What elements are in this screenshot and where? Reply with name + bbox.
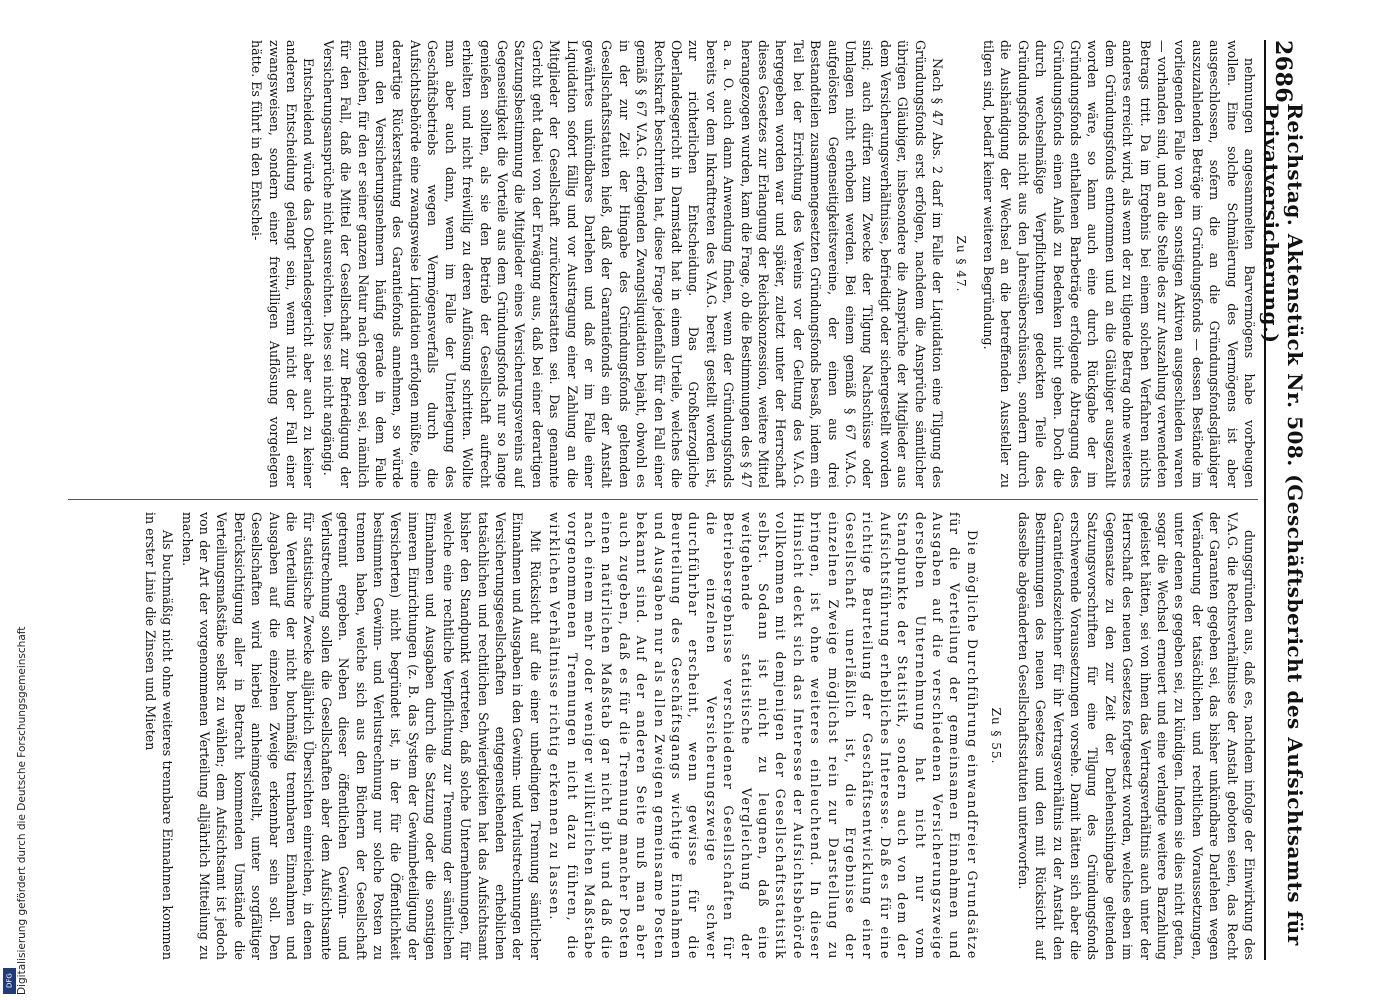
digitization-credit: Digitalisierung gefördert durch die Deutsche Forschungsgemeinschaft — [16, 626, 28, 995]
dfg-logo-text: DFG — [5, 973, 14, 989]
paragraph: dungsgründen aus, daß es, nachdem infolge der Einwirkung des V.A.G. die Rechtsverhältnisse der Anstalt geboten seien, das Recht der Garanten gegeben sei, das bisher unkündbare Darlehen wegen Veränderung der tatsächlichen und rechtlichen Voraussetzungen, unter denen es gegeben sei, zu kündigen. Indem sie dies nicht getan, sogar die Wechsel erneuert und eine verlangte weitere Barzahlung geleistet hätten, sei von ihnen das Vertragsverhältnis auch unter der Herrschaft des neuen Gesetzes fortgesetzt worden, welches eben im Gegensatze zu den zur Zeit der Darlehenshingabe geltenden Satzungsvorschriften für eine Tilgung des Gründungsfonds erschwerende Voraussetzungen vorsehe. Damit hätten sich aber die Garantiefondszeichner für ihr Vertragsverhältnis zu der Anstalt den Bestimmungen des neuen Gesetzes und den mit Rücksicht auf dasselbe abgeänderten Gesellschaftsstatuten unterworfen. — [1015, 512, 1257, 960]
rotated-page — [60, 40, 1307, 960]
paragraph: Die mögliche Durchführung einwandfreier Grundsätze für die Verteilung der gemeinsamen Einnahmen und Ausgaben auf die verschiedenen Versicherungszweige derselben Unternehmung hat nicht nur vom Standpunkte der Statistik, sondern auch von dem der Aufsichtsführung erhebliches Interesse. Daß es für eine richtige Beurteilung der Geschäftsentwicklung einer Gesellschaft unerläßlich ist, die Ergebnisse der einzelnen Zweige möglichst rein zur Darstellung zu bringen, ist ohne weiteres einleuchtend. In dieser Hinsicht deckt sich das Interesse der Aufsichtsbehörde vollkommen mit demjenigen der Gesellschaftsstatistik selbst. Sodann ist nicht zu leugnen, daß eine weitgehende statistische Vergleichung der Betriebsergebnisse verschiedener Gesellschaften für die einzelnen Versicherungszweige schwer durchführbar erscheint, wenn gewisse für die Beurteilung des Geschäftsgangs wichtige Einnahmen und Ausgaben nur als allen Zweigen gemeinsame Posten bekannt sind. Auf der anderen Seite muß man aber auch zugeben, daß es für die Trennung mancher Posten einen natürlichen Maßstab gar nicht gibt und daß die nach einem mehr oder weniger willkürlichen Maßstabe vorgenommenen Trennungen nicht dazu führen, die wirklichen Verhältnisse richtig erkennen zu lassen. — [547, 512, 980, 960]
left-column — [68, 40, 1258, 488]
page-number: 2686 — [1270, 40, 1296, 104]
paragraph: Entscheidend würde das Oberlandesgericht aber auch zu keiner anderen Entscheidung gelangt sein, wenn nicht der Fall einer zwangsweisen, sondern einer freiwilligen Auflösung vorgelegen hätte. Es führt in den Entschei- — [249, 40, 317, 488]
margin-credit — [0, 0, 28, 1000]
paragraph: Nach § 47 Abs. 2 darf im Falle der Liquidation eine Tilgung des Gründungsfonds erst erfolgen, nachdem die Ansprüche sämtlicher übrigen Gläubiger, insbesondere die Ansprüche der Mitglieder aus dem Versicherungsverhältnisse, befriedigt oder sichergestellt worden sind; auch dürfen zum Zwecke der Tilgung Nachschüsse oder Umlagen nicht erhoben werden. Bei einem gemäß § 67 V.A.G. aufgelösten Gegenseitigkeitsvereine, der einen aus drei Bestandteilen zusammengesetzten Gründungsfonds besaß, indem ein Teil bei der Errichtung des Vereins vor der Geltung des V.A.G. hergegeben worden war und später, zuletzt unter der Herrschaft dieses Gesetzes zur Erlangung der Reichskonzession, weitere Mittel herangezogen wurden, kam die Frage, ob die Bestimmungen des § 47 a. a. O. auch dann Anwendung finden, wenn der Gründungsfonds bereits vor dem Inkrafttreten des V.A.G. bereit gestellt worden ist, zur richterlichen Entscheidung. Das Großherzogliche Oberlandesgericht in Darmstadt hat in einem Urteile, welches die Rechtskraft beschritten hat, diese Frage jedenfalls für den Fall einer gemäß § 67 V.A.G. erfolgenden Zwangsliquidation bejaht, obwohl es in der zur Zeit der Hingabe des Gründungsfonds geltenden Gesellschaftsstatuten hieß, daß der Garantiefonds ein der Anstalt gewährtes unkündbares Darlehen und daß er im Falle einer Liquidation sofort fällig und vor Austragung einer Zahlung an die Mitglieder der Gesellschaft zurückzuerstatten sei. Das genannte Gericht geht dabei von der Erwägung aus, daß bei einer derartigen Satzungsbestimmung die Mitglieder eines Versicherungsvereins auf Gegenseitigkeit die Vorteile aus dem Gründungsfonds nur so lange genießen sollten, als sie den Betrieb der Gesellschaft aufrecht erhielten und nicht freiwillig zu deren Auflösung schritten. Wollte man aber auch dann, wenn im Falle der Unterlegung des Geschäftsbetriebs wegen Vermögensverfalls durch die Aufsichtsbehörde eine zwangsweise Liquidation erfolgen müßte, eine derartige Rückerstattung des Garantiefonds annehmen, so würde man den Versicherungsnehmern häufig gerade in dem Falle entziehen, für den er seiner ganzen Natur nach gegeben sei, nämlich für den Fall, daß die Mittel der Gesellschaft zur Befriedigung der Versicherungsansprüche nicht ausreichten. Dies sei nicht angängig. — [320, 40, 946, 488]
right-column — [68, 512, 1258, 960]
paragraph: Mit Rücksicht auf die einer unbedingten Trennung sämtlicher Einnahmen und Ausgaben in den Gewinn- und Verlustrechnungen der Versicherungsgesellschaften entgegenstehenden erheblichen tatsächlichen und rechtlichen Schwierigkeiten hat das Aufsichtsamt bisher den Standpunkt vertreten, daß solche Unternehmungen, für welche eine rechtliche Verpflichtung zur Trennung der sämtlichen Einnahmen und Ausgaben durch die Satzung oder die sonstigen inneren Einrichtungen (z. B. das System der Gewinnbeteiligung der Versicherten) nicht begründet ist, in der für die Öffentlichkeit bestimmten Gewinn- und Verlustrechnung nur solche Posten zu trennen haben, welche sich aus den Büchern der Gesellschaft getrennt ergeben. Neben dieser öffentlichen Gewinn- und Verlustrechnung sollen die Gesellschaften aber dem Aufsichtsamte für statistische Zwecke alljährlich Übersichten einreichen, in denen die Verteilung der nicht buchmäßig trennbaren Einnahmen und Ausgaben auf die einzelnen Zweige erkennbar sein soll. Den Gesellschaften wird hierbei anheimgestellt, unter sorgfältiger Berücksichtigung aller in Betracht kommenden Umstände die Verteilungsmaßstäbe selbst zu wählen; dem Aufsichtsamt ist jedoch von der Art der vorgenommenen Verteilung alljährlich Mitteilung zu machen. — [179, 512, 543, 960]
paragraph: nehmungen angesammelten Barvermögens habe vorbeugen wollen. Eine solche Schmälerung des Vermögens ist aber ausgeschlossen, sofern die an die Gründungsfondsgläubiger auszuzahlenden Beträge im Gründungsfonds — dessen Bestände im vorliegenden Falle von den sonstigen Aktiven ausgeschieden waren — vorhanden sind, und an die Stelle des zur Auszahlung verwendeten Betrags tritt. Da im Ergebnis bei einem solchen Verfahren nichts anderes erreicht wird, als wenn der zu tilgende Betrag ohne weiteres dem Gründungsfonds entnommen und an die Gläubiger ausgezahlt worden wäre, so kann auch eine durch Rückgabe der im Gründungsfonds enthaltenen Barbeträge erfolgende Abtragung des Gründungsfonds einen Anlaß zu Bedenken nicht geben. Doch die durch wechselmäßige Verpflichtungen gedeckten Teile des Gründungsfonds nicht aus den Jahresüberschüssen, sondern durch die Aushändigung der Wechsel an die betreffenden Aussteller zu tilgen sind, bedarf keiner weiteren Begründung. — [980, 40, 1257, 488]
page-header — [1259, 40, 1307, 960]
section-heading: Zu § 55. — [989, 707, 1004, 765]
section-heading: Zu § 47. — [954, 235, 969, 293]
dfg-logo — [3, 968, 16, 994]
paragraph: Als buchmäßig nicht ohne weiteres trennbare Einnahmen kommen in erster Linie die Zinsen und Mieten — [142, 512, 176, 960]
running-title: Reichstag. Aktenstück Nr. 508. (Geschäftsbericht des Aufsichtsamts für Privatversicherung.) — [1259, 103, 1307, 946]
column-divider — [68, 499, 1258, 500]
